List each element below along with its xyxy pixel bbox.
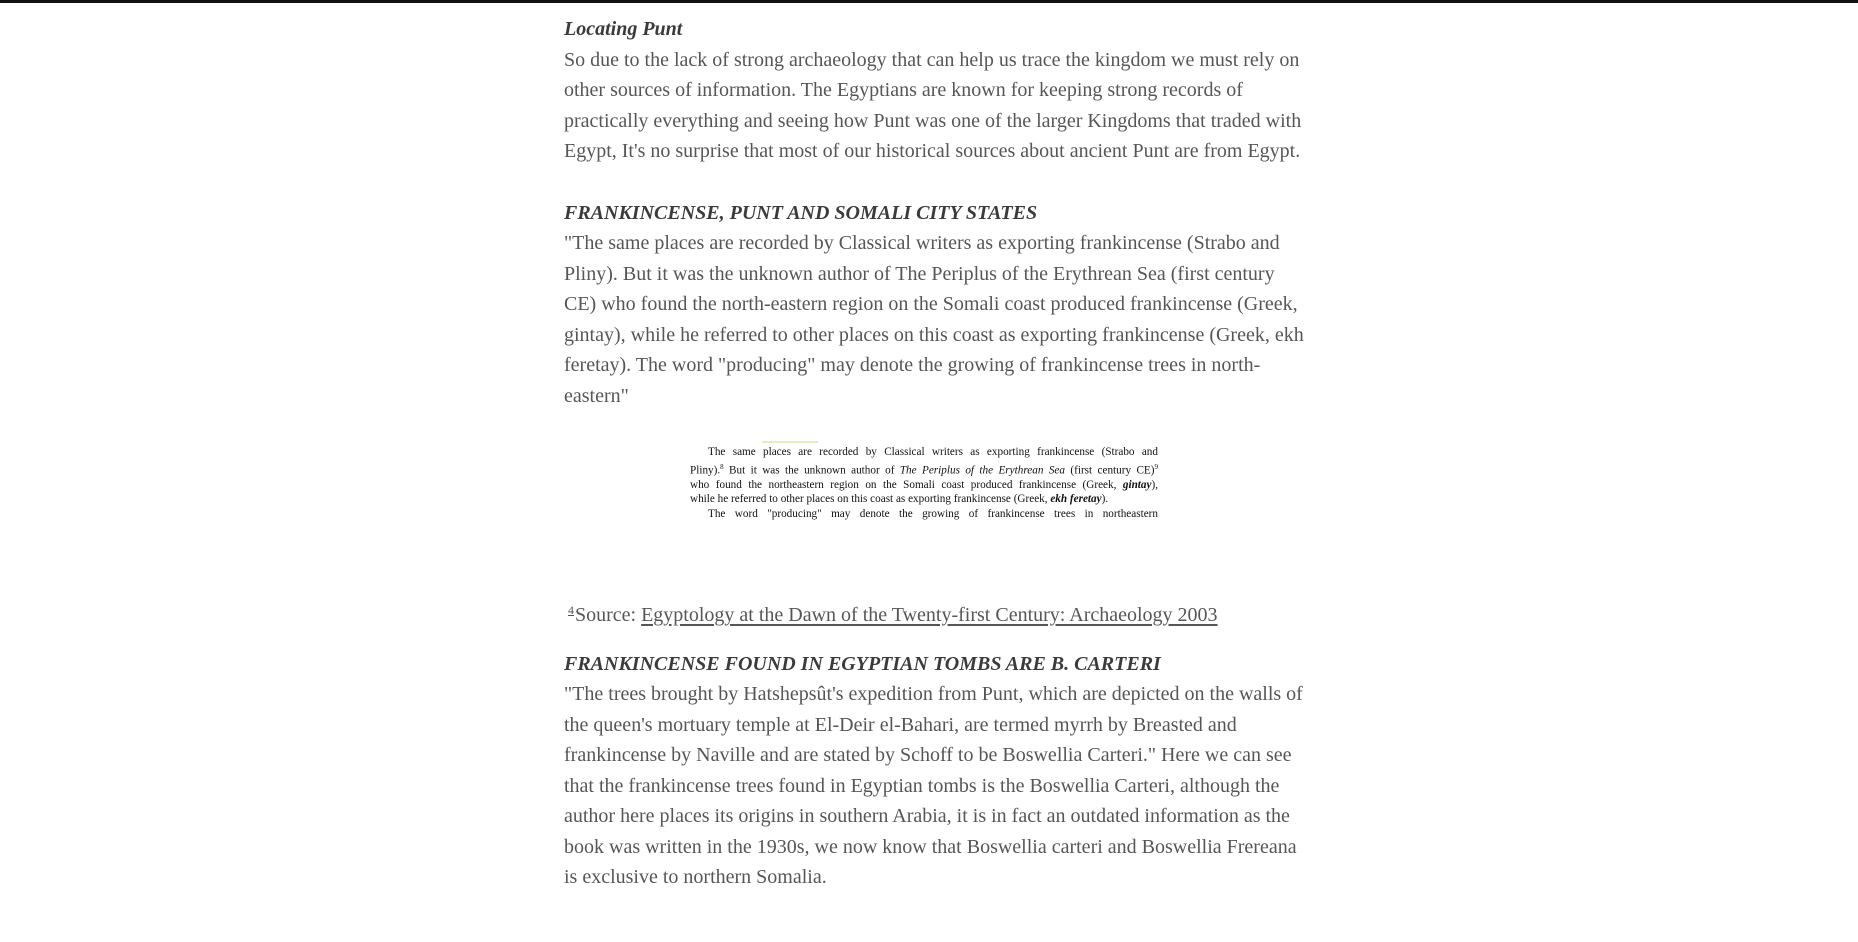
scan-text: while he referred to other places on this coast as exporting frankincense (Greek, (690, 493, 1051, 506)
section-heading-egyptian-tombs: FRANKINCENSE FOUND IN EGYPTIAN TOMBS ARE B. CARTERI (564, 652, 1161, 675)
scan-term: ekh feretay (1050, 493, 1102, 506)
section-body-egyptian-tombs: "The trees brought by Hatshepsût's expedition from Punt, which are depicted on the walls of the queen's mortuary temple at El-Deir el-Bahari, are termed myrrh by Breasted and frankincense by Naville and are stated by Schoff to be Boswellia Carteri." Here we can see that the frankincense trees found in Egyptian tombs is the Boswellia Carteri, although the author here places its origins in southern Arabia, it is in fact an outdated information as the book was written in the 1930s, we now know that Boswellia carteri and Boswellia Frereana is exclusive to northern Somalia. (564, 683, 1303, 888)
section-heading-locating-punt: Locating Punt (564, 18, 683, 40)
scanned-book-excerpt (690, 445, 1160, 525)
footnote-number: 4 (568, 603, 574, 617)
scan-line (690, 492, 1158, 507)
top-border (0, 0, 1858, 3)
scan-text: Pliny). (690, 464, 721, 477)
source-label: Source: (575, 604, 642, 626)
scan-line (690, 478, 1158, 493)
source-link[interactable]: Egyptology at the Dawn of the Twenty-first Century: Archaeology 2003 (641, 604, 1218, 626)
scan-text: ). (1101, 493, 1109, 506)
section-heading-frankincense-punt: FRANKINCENSE, PUNT AND SOMALI CITY STATES (564, 201, 1038, 224)
scan-book-title: The Periplus of the Erythrean Sea (899, 464, 1065, 477)
section-body-frankincense-punt: "The same places are recorded by Classical writers as exporting frankincense (Strabo and Pliny). But it was the unknown author of The Periplus of the Erythrean Sea (first century CE) who found the north-eastern region on the Somali coast produced frankincense (Greek, gintay), while he referred to other places on this coast as exporting frankincense (Greek, ekh feretay). The word "producing" may denote the growing of frankincense trees in north-eastern" (564, 232, 1304, 407)
scan-term: gintay (1122, 478, 1152, 491)
source-citation (564, 595, 1304, 631)
scan-text: who found the northeastern region on the Somali coast produced frankincense (Greek, (690, 478, 1123, 491)
section-body-locating-punt: So due to the lack of strong archaeology that can help us trace the kingdom we must rely on other sources of information. The Egyptians are known for keeping strong records of practically everything and seeing how Punt was one of the larger Kingdoms that traded with Egypt, It's no surprise that most of our historical sources about ancient Punt are from Egypt. (564, 48, 1302, 162)
scan-text: But it was the unknown author of (723, 464, 900, 477)
scan-line: The word "producing" may denote the growing of frankincense trees in northeastern (708, 507, 1158, 520)
scan-footnote-ref: 8 (720, 462, 724, 471)
scan-line (690, 460, 1158, 478)
article (564, 14, 1304, 893)
scan-text: (first century CE) (1064, 464, 1155, 477)
scan-highlight-mark (762, 441, 818, 443)
scan-line: The same places are recorded by Classical writers as exporting frankincense (Strabo and (708, 446, 1158, 458)
scan-footnote-ref: 9 (1154, 462, 1158, 471)
scan-text: ), (1151, 478, 1158, 491)
